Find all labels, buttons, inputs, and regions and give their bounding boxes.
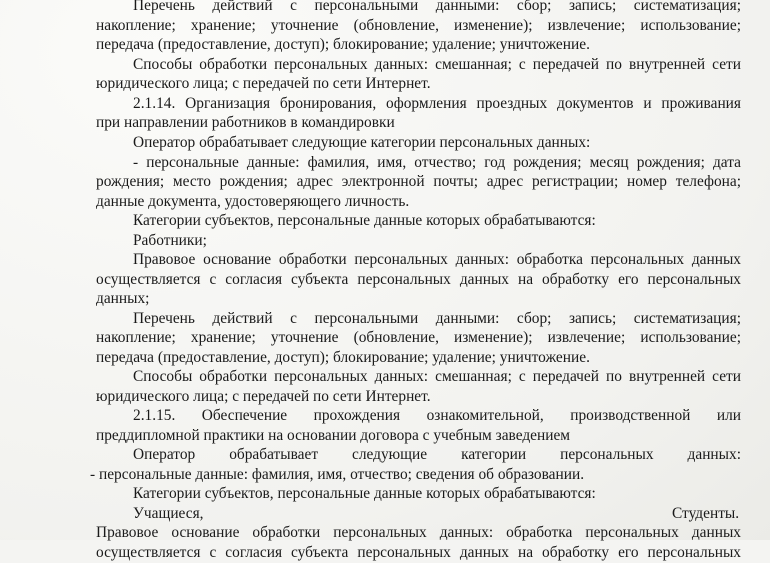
text-line: - персональные данные: фамилия, имя, отчество; сведения об образовании.: [90, 466, 585, 483]
text-line: накопление; хранение; уточнение (обновление, изменение); извлечение; использование;: [96, 17, 741, 34]
text-line: Правовое основание обработки персональных данных: обработка персональных данных: [133, 251, 741, 268]
text-line: юридического лица; с передачей по сети Интернет.: [96, 75, 431, 92]
text-line: рождения; место рождения; адрес электронной почты; адрес регистрации; номер телефона;: [96, 173, 741, 190]
section-heading: при направлении работников в командировки: [96, 114, 395, 131]
text-line: Правовое основание обработки персональных данных: обработка персональных данных: [96, 524, 741, 541]
text-line: - персональные данные: фамилия, имя, отчество; год рождения; месяц рождения; дата: [133, 154, 741, 171]
text-line: Способы обработки персональных данных: смешанная; с передачей по внутренней сети: [133, 368, 741, 385]
text-line: осуществляется с согласия субъекта персональных данных на обработку его персональных: [96, 544, 741, 561]
section-heading: преддипломной практики на основании договора с учебным заведением: [96, 427, 571, 444]
text-line: передача (предоставление, доступ); блокирование; удаление; уничтожение.: [96, 349, 590, 366]
text-line: Работники;: [133, 232, 207, 249]
section-heading: 2.1.14. Организация бронирования, оформления проездных документов и проживания: [133, 95, 741, 112]
section-heading: 2.1.15. Обеспечение прохождения ознакомительной, производственной или: [133, 407, 741, 424]
text-line: Категории субъектов, персональные данные которых обрабатываются:: [133, 212, 596, 229]
text-line: Учащиеся,: [133, 505, 204, 522]
text-line: Студенты.: [672, 505, 740, 522]
text-line: осуществляется с согласия субъекта персональных данных на обработку его персональных: [96, 271, 741, 288]
text-line: данные документа, удостоверяющего личность.: [96, 193, 410, 210]
text-line: данных;: [96, 290, 150, 307]
text-line: Способы обработки персональных данных: смешанная; с передачей по внутренней сети: [133, 56, 741, 73]
text-line: Оператор обрабатывает следующие категории персональных данных:: [133, 446, 741, 463]
text-line: Перечень действий с персональными данными: сбор; запись; систематизация;: [133, 310, 741, 327]
text-line: Перечень действий с персональными данными: сбор; запись; систематизация;: [133, 0, 741, 14]
text-line: передача (предоставление, доступ); блокирование; удаление; уничтожение.: [96, 36, 590, 53]
text-line: юридического лица; с передачей по сети Интернет.: [96, 388, 431, 405]
text-line: Оператор обрабатывает следующие категории персональных данных:: [133, 134, 591, 151]
text-line: Категории субъектов, персональные данные которых обрабатываются:: [133, 485, 596, 502]
text-line: накопление; хранение; уточнение (обновление, изменение); извлечение; использование;: [96, 329, 741, 346]
